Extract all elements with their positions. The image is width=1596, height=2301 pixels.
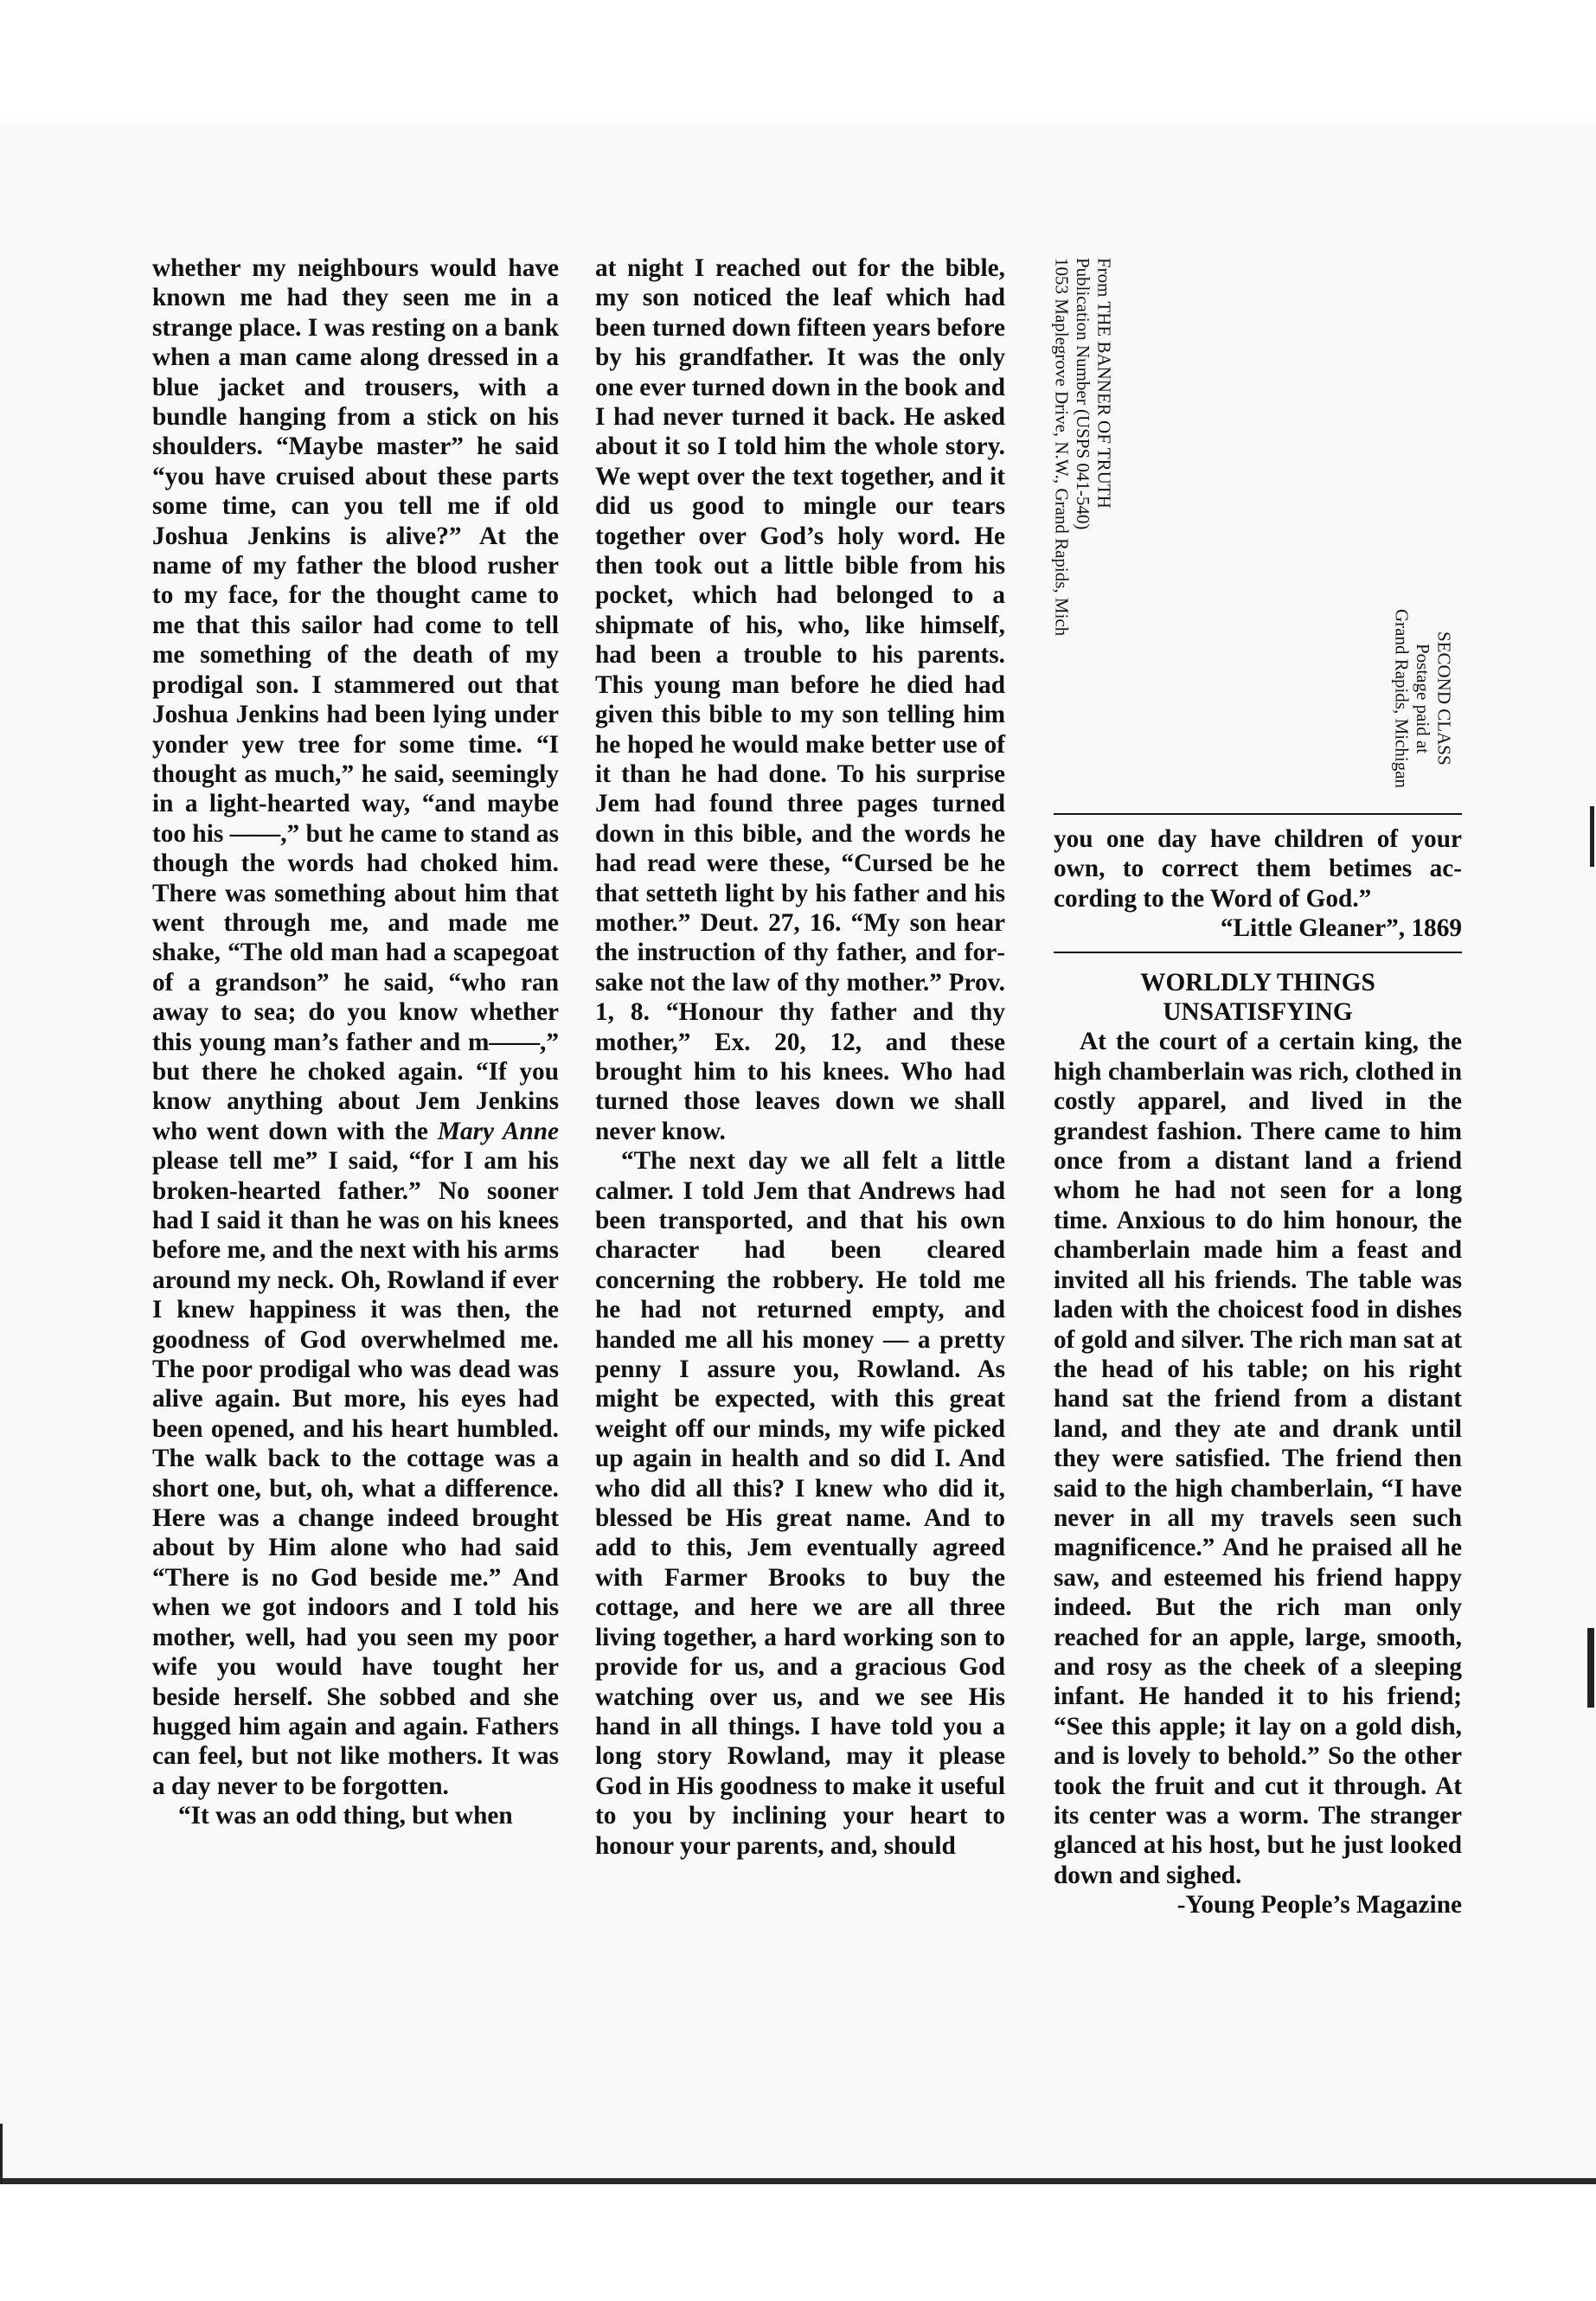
mailing-divider bbox=[1054, 813, 1462, 815]
story-paragraph: at night I reached out for the bible, my son noticed the leaf which had been turned down fifteen years before by his grandfather. It was the only one ever turned down in the book and I had never turned it back. He asked about it so I told him the whole story. We wept over the text together, and it did us good to mingle our tears together over God’s holy word. He then took out a little bible from his pocket, which had belonged to a shipmate of his, who, like himself, had been a trouble to his parents. This young man before he died had given this bible to my son telling him he hoped he would make better use of it than he had done. To his surprise Jem had found three pages turned down in this bible, and the words he had read were these, “Cursed be he that setteth light by his father and his mother.” Deut. 27, 16. “My son hear the instruction of thy father, and forsake not the law of thy mother.” Prov. 1, 8. “Honour thy father and thy mother,” Ex. 20, 12, and these brought him to his knees. Who had turned those leaves down we shall never know. bbox=[595, 254, 1005, 1145]
article-heading: UNSATISFYING bbox=[1163, 998, 1353, 1027]
postage-class-line: SECOND CLASS bbox=[1433, 631, 1455, 766]
ship-name: Mary Anne bbox=[437, 1117, 559, 1145]
article-column-1 bbox=[152, 253, 559, 1831]
mailing-publication-line: Publication Number (USPS 041-540) bbox=[1073, 258, 1093, 530]
story-text: whether my neighbours would have known me had they seen me in a strange place. I was resting on a bank when a man came along dressed in a blue jacket and trousers, with a bundle hanging from a stick on his shoulders. “Maybe master” he said “you have cruised about these parts some time, can you tell me if old Joshua Jenkins is alive?” At the name of my father the blood rusher to my face, for the thought came to me that this sailor had come to tell me something of the death of my prodigal son. I stammered out that Joshua Jenkins had been lying under yonder yew tree for some time. “I thought as much,” he said, seemingly in a light-hearted way, “and maybe too his ——,” but he came to stand as though the words had choked him. There was something about him that went through me, and made me shake, “The old man had a scapegoat of a grandson” he said, “who ran away to sea; do you know whether this young man’s father and m——,” but there he choked again. “If you know anything about Jem Jenkins who went down with the bbox=[152, 254, 559, 1145]
story-paragraph: At the court of a certain king, the high chamberlain was rich, clothed in costly apparel, and lived in the grandest fashion. There came to him once from a distant land a friend whom he had not seen for a long time. Anxious to do him honour, the chamberlain made him a feast and invited all his friends. The table was laden with the choicest food in dishes of gold and silver. The rich man sat at the head of his table; on his right hand sat the friend from a distant land, and they ate and drank until they were satisfied. The friend then said to the high chamberlain, “I have never in all my travels seen such magnificence.” And he praised all he saw, and esteemed his friend happy indeed. But the rich man only reached for an apple, large, smooth, and rosy as the cheek of a sleeping infant. He handed it to his friend; “See this apple; it lay on a gold dish, and is lovely to behold.” So the other took the fruit and cut it through. At its center was a worm. The stranger glanced at his host, but he just looked down and sighed. bbox=[1054, 1028, 1462, 1889]
postage-indicia bbox=[1391, 609, 1455, 788]
article-column-3 bbox=[1054, 824, 1462, 1920]
story-paragraph bbox=[152, 253, 559, 1801]
story-paragraph: “The next day we all felt a little calmer. I told Jem that Andrews had been transported, and that his own character had been cleared concerning the robbery. He told me he had not returned empty, and handed me all his money — a pretty penny I assure you, Rowland. As might be expected, with this great weight off our minds, my wife picked up again in health and so did I. And who did all this? I knew who did it, blessed be His great name. And to add to this, Jem eventually agreed with Farmer Brooks to buy the cottage, and here we are all three living together, a hard working son to provide for us, and a gracious God watching over us, and we see His hand in all things. I have told you a long story Rowland, may it please God in His goodness to make it useful to you by inclining your heart to honour your parents, and, should bbox=[595, 1147, 1005, 1860]
story-paragraph: you one day have children of your own, to correct them betimes according to the Word of God.” bbox=[1054, 825, 1462, 913]
article-column-2 bbox=[595, 253, 1005, 1861]
story-text: please tell me” I said, “for I am his broken-hearted father.” No sooner had I said it than he was on his knees before me, and the next with his arms around my neck. Oh, Rowland if ever I knew happiness it was then, the goodness of God overwhelmed me. The poor prodigal who was dead was alive again. But more, his eyes had been opened, and his heart humbled. The walk back to the cottage was a short one, but, oh, what a difference. Here was a change indeed brought about by Him alone who had said “There is no God beside me.” And when we got indoors and I told his mother, well, had you seen my poor wife you would have tought her beside herself. She sobbed and she hugged him again and again. Fathers can feel, but not like mothers. It was a day never to be forgotten. bbox=[152, 1147, 559, 1800]
page-bottom-edge bbox=[0, 2178, 1596, 2184]
left-edge-mark bbox=[0, 2124, 3, 2184]
postage-paid-line: Postage paid at bbox=[1413, 643, 1433, 754]
right-edge-mark bbox=[1587, 1628, 1594, 1708]
source-attribution: -Young People’s Magazine bbox=[1176, 1891, 1462, 1920]
mailing-address-block bbox=[1051, 258, 1115, 636]
article-heading: WORLDLY THINGS bbox=[1140, 968, 1375, 997]
postage-city-line: Grand Rapids, Michigan bbox=[1391, 609, 1413, 789]
right-edge-mark bbox=[1590, 806, 1594, 867]
mailing-from-line: From THE BANNER OF TRUTH bbox=[1093, 258, 1115, 509]
source-attribution: “Little Gleaner”, 1869 bbox=[1220, 914, 1462, 943]
mailing-address-line: 1053 Maplegrove Drive, N.W., Grand Rapids, Mich bbox=[1051, 258, 1073, 637]
story-paragraph: “It was an odd thing, but when bbox=[178, 1802, 513, 1830]
